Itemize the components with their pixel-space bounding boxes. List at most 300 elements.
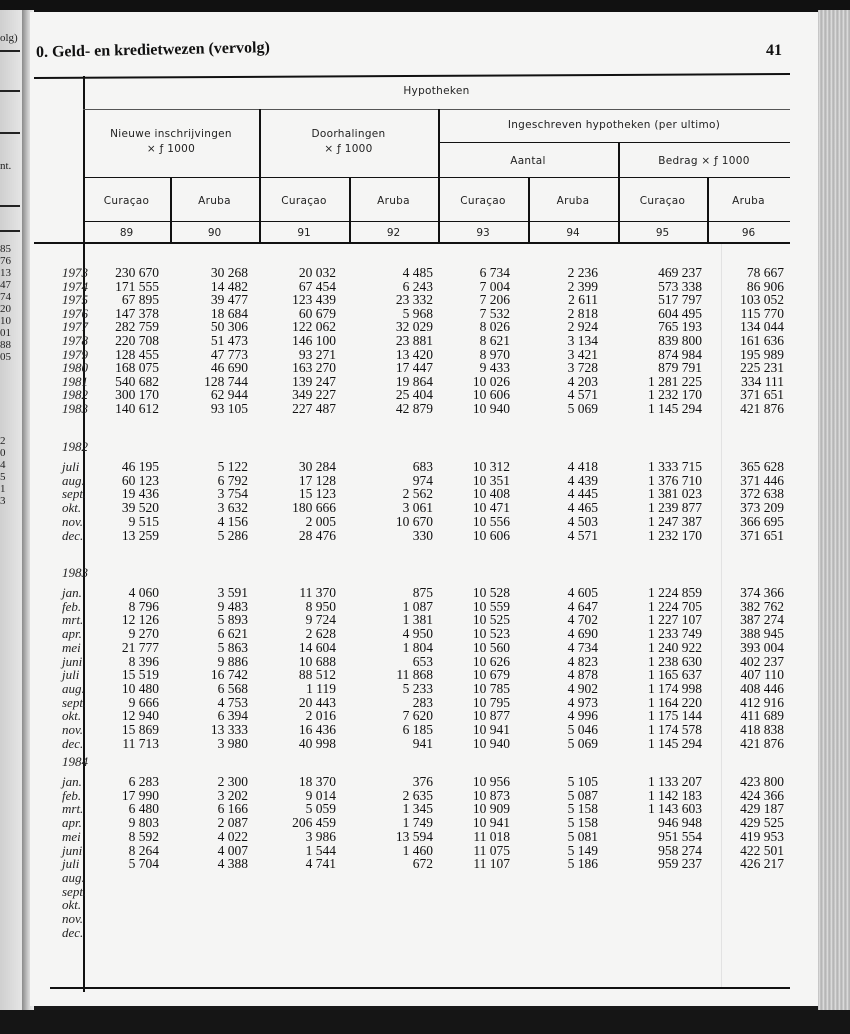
table-cell: 180 666: [292, 500, 336, 516]
table-row: [30, 898, 820, 911]
table-cell: 46 690: [210, 360, 248, 376]
table-cell: 393 004: [740, 639, 784, 655]
table-cell: 4 996: [567, 708, 598, 724]
group-header-hypotheken: Hypotheken: [403, 85, 470, 97]
book-page: [30, 12, 820, 1006]
table-cell: 25 404: [395, 387, 433, 403]
table-cell: 103 052: [740, 292, 784, 308]
table-cell: 946 948: [658, 815, 702, 831]
row-label: jan.: [62, 774, 82, 789]
previous-page-number: 3: [0, 495, 6, 507]
previous-page-rule: [0, 205, 20, 207]
row-label: mrt.: [62, 801, 84, 817]
table-cell: 1 143 603: [648, 801, 702, 817]
table-cell: 411 689: [740, 708, 784, 724]
row-label: aug.: [62, 869, 85, 885]
row-label: apr.: [62, 815, 82, 831]
table-cell: 6 621: [217, 626, 248, 642]
table-cell: 1 224 705: [648, 598, 702, 614]
table-cell: 12 126: [121, 612, 159, 628]
row-label: dec.: [62, 527, 84, 543]
row-label: okt.: [62, 708, 82, 724]
table-cell: 4 605: [567, 585, 598, 600]
row-label: juli: [62, 667, 80, 683]
table-cell: 60 679: [298, 305, 336, 321]
table-cell: 67 454: [298, 278, 336, 294]
table-cell: 7 532: [479, 305, 510, 321]
table-cell: 1 749: [402, 815, 433, 831]
table-cell: 13 594: [395, 828, 433, 844]
table-cell: 4 203: [567, 373, 598, 389]
table-cell: 4 734: [567, 639, 598, 655]
table-cell: 5 863: [217, 639, 248, 655]
table-row: [30, 307, 820, 320]
table-cell: 4 702: [567, 612, 598, 628]
table-cell: 10 873: [472, 787, 510, 803]
header-rule: [83, 221, 790, 222]
table-cell: 15 869: [121, 722, 159, 737]
table-cell: 8 796: [128, 598, 159, 614]
table-cell: 1 376 710: [648, 472, 702, 488]
table-cell: 365 628: [740, 459, 784, 474]
table-row: [30, 280, 820, 293]
table-cell: 421 876: [740, 735, 784, 751]
table-cell: 6 243: [402, 278, 433, 294]
table-cell: 30 268: [210, 265, 248, 280]
table-row: [30, 926, 820, 939]
table-row: [30, 348, 820, 361]
table-cell: 10 480: [121, 680, 159, 696]
table-cell: 11 713: [122, 735, 159, 751]
table-cell: 9 270: [128, 626, 159, 642]
table-cell: 5 893: [217, 612, 248, 628]
table-cell: 407 110: [740, 667, 784, 683]
table-cell: 1 238 630: [648, 653, 702, 669]
table-cell: 879 791: [658, 360, 702, 376]
previous-page-number: 76: [0, 255, 11, 267]
table-cell: 839 800: [658, 333, 702, 348]
table-cell: 540 682: [115, 373, 159, 389]
table-row: [30, 844, 820, 857]
table-cell: 9 724: [305, 612, 336, 628]
table-cell: 5 122: [217, 459, 248, 474]
table-cell: 2 628: [305, 626, 336, 642]
table-cell: 2 635: [402, 787, 433, 803]
row-label: nov.: [62, 513, 84, 529]
table-cell: 1 345: [402, 801, 433, 817]
table-cell: 3 061: [402, 500, 433, 516]
table-cell: 195 989: [740, 346, 784, 362]
table-cell: 1 381 023: [648, 486, 702, 502]
table-row: [30, 775, 820, 788]
table-cell: 10 026: [472, 373, 510, 389]
table-row: [30, 709, 820, 722]
table-cell: 366 695: [740, 513, 784, 529]
previous-page-number: 10: [0, 315, 11, 327]
table-cell: 5 149: [567, 842, 598, 858]
table-cell: 2 016: [305, 708, 336, 724]
table-cell: 46 195: [121, 459, 159, 474]
table-cell: 16 742: [210, 667, 248, 683]
previous-page-number: 5: [0, 471, 6, 483]
table-row: [30, 515, 820, 528]
table-cell: 958 274: [658, 842, 702, 858]
sub-column-header: Curaçao: [281, 195, 327, 207]
table-cell: 10 688: [298, 653, 336, 669]
table-cell: 5 081: [567, 828, 598, 844]
table-cell: 93 271: [298, 346, 336, 362]
table-row: [30, 293, 820, 306]
table-cell: 941: [412, 735, 433, 751]
table-cell: 429 525: [740, 815, 784, 831]
table-row: [30, 655, 820, 668]
row-label: sept.: [62, 694, 87, 710]
table-cell: 10 940: [472, 401, 510, 416]
previous-page-number: 85: [0, 243, 11, 255]
table-cell: 139 247: [292, 373, 336, 389]
row-label: mei: [62, 639, 81, 655]
table-cell: 371 651: [740, 387, 784, 403]
table-cell: 14 604: [298, 639, 336, 655]
section-year-label: 1982: [62, 439, 88, 454]
section-year-label: 1984: [62, 754, 88, 769]
table-row: [30, 487, 820, 500]
row-label: sept.: [62, 883, 87, 899]
table-cell: 10 941: [472, 722, 510, 737]
table-cell: 2 399: [567, 278, 598, 294]
table-cell: 30 284: [298, 459, 336, 474]
table-cell: 227 487: [292, 401, 336, 416]
table-cell: 10 408: [472, 486, 510, 502]
table-cell: 4 418: [567, 459, 598, 474]
table-cell: 4 973: [567, 694, 598, 710]
table-cell: 28 476: [298, 527, 336, 543]
previous-page-rule: [0, 230, 20, 232]
table-cell: 13 333: [210, 722, 248, 737]
row-label: 1979: [62, 346, 88, 362]
table-cell: 50 306: [210, 319, 248, 335]
page-number: 41: [766, 42, 782, 59]
table-cell: 19 436: [121, 486, 159, 502]
table-cell: 2 562: [402, 486, 433, 502]
row-label: okt.: [62, 897, 82, 913]
table-cell: 974: [412, 472, 433, 488]
table-cell: 418 838: [740, 722, 784, 737]
column-number: 95: [655, 227, 670, 239]
table-row: [30, 627, 820, 640]
table-cell: 10 606: [472, 387, 510, 403]
row-label: mei: [62, 828, 81, 844]
previous-page-number: 1: [0, 483, 6, 495]
table-cell: 1 174 998: [648, 680, 702, 696]
table-cell: 10 670: [395, 513, 433, 529]
table-cell: 51 473: [210, 333, 248, 348]
table-cell: 424 366: [740, 787, 784, 803]
table-cell: 20 032: [298, 265, 336, 280]
table-cell: 32 029: [395, 319, 433, 335]
table-cell: 115 770: [740, 305, 784, 321]
section-year-label: 1983: [62, 565, 88, 580]
table-cell: 161 636: [740, 333, 784, 348]
table-row: [30, 696, 820, 709]
table-cell: 3 986: [305, 828, 336, 844]
table-cell: 10 941: [472, 815, 510, 831]
table-cell: 171 555: [115, 278, 159, 294]
table-cell: 334 111: [741, 373, 784, 389]
table-row: [30, 402, 820, 415]
table-cell: 18 370: [298, 774, 336, 789]
header-aantal: Aantal: [510, 155, 546, 167]
table-cell: 9 886: [217, 653, 248, 669]
table-cell: 4 950: [402, 626, 433, 642]
row-label: sept.: [62, 486, 87, 502]
sub-column-header: Aruba: [377, 195, 410, 207]
table-cell: 23 332: [395, 292, 433, 308]
table-cell: 4 503: [567, 513, 598, 529]
table-cell: 5 968: [402, 305, 433, 321]
table-cell: 140 612: [115, 401, 159, 416]
table-cell: 10 785: [472, 680, 510, 696]
table-row: [30, 789, 820, 802]
table-cell: 959 237: [658, 856, 702, 872]
book-page-edges: [818, 10, 850, 1010]
sub-column-header: Curaçao: [639, 195, 686, 207]
table-cell: 4 741: [305, 856, 336, 872]
table-row: [30, 682, 820, 695]
table-cell: 4 465: [567, 500, 598, 516]
table-cell: 2 924: [567, 319, 598, 335]
table-cell: 1 227 107: [648, 612, 702, 628]
table-cell: 6 283: [128, 774, 159, 789]
column-number: 92: [386, 227, 401, 239]
table-cell: 11 868: [396, 667, 433, 683]
table-row: [30, 320, 820, 333]
page-title: 0. Geld- en kredietwezen (vervolg): [35, 39, 270, 61]
table-cell: 1 804: [402, 639, 433, 655]
table-cell: 469 237: [658, 265, 702, 280]
table-cell: 3 728: [567, 360, 598, 376]
table-cell: 653: [412, 653, 433, 669]
table-cell: 3 202: [217, 787, 248, 803]
table-cell: 23 881: [395, 333, 433, 348]
table-row: [30, 529, 820, 542]
table-row: [30, 474, 820, 487]
table-cell: 4 388: [217, 856, 248, 872]
row-label: juni: [62, 653, 83, 669]
table-cell: 874 984: [658, 346, 702, 362]
table-cell: 15 519: [121, 667, 159, 683]
table-cell: 39 520: [121, 500, 159, 516]
table-cell: 67 895: [121, 292, 159, 308]
table-cell: 62 944: [210, 387, 248, 403]
table-cell: 4 485: [402, 265, 433, 280]
row-label: aug.: [62, 472, 85, 488]
table-row: [30, 600, 820, 613]
column-number: 93: [476, 227, 490, 239]
table-cell: 10 679: [472, 667, 510, 683]
table-cell: 14 482: [210, 278, 248, 294]
table-cell: 128 744: [204, 373, 248, 389]
table-cell: 3 754: [217, 486, 248, 502]
table-row: [30, 266, 820, 279]
table-row: [30, 830, 820, 843]
table-cell: 21 777: [121, 639, 159, 655]
table-cell: 951 554: [658, 828, 702, 844]
table-cell: 10 795: [472, 694, 510, 710]
table-cell: 5 059: [305, 801, 336, 817]
previous-page-rule: [0, 50, 20, 52]
table-cell: 10 528: [472, 585, 510, 600]
row-label: jan.: [62, 585, 82, 600]
table-row: [30, 871, 820, 884]
table-cell: 10 559: [472, 598, 510, 614]
header-line: Doorhalingen: [311, 128, 386, 140]
table-cell: 5 069: [567, 401, 598, 416]
row-label: dec.: [62, 924, 84, 940]
header-line: Nieuwe inschrijvingen: [110, 128, 232, 140]
row-label: 1976: [62, 305, 88, 321]
table-cell: 20 443: [298, 694, 336, 710]
table-cell: 9 515: [128, 513, 159, 529]
row-label: juni: [62, 842, 83, 858]
table-cell: 6 568: [217, 680, 248, 696]
table-cell: 86 906: [746, 278, 784, 294]
table-cell: 19 864: [395, 373, 433, 389]
table-cell: 1 239 877: [648, 500, 702, 516]
row-label: okt.: [62, 500, 82, 516]
table-row: [30, 857, 820, 870]
table-cell: 1 145 294: [648, 735, 702, 751]
table-cell: 78 667: [746, 265, 784, 280]
table-row: [30, 737, 820, 750]
table-row: [30, 641, 820, 654]
previous-page-number: 2: [0, 435, 6, 447]
table-cell: 371 446: [740, 472, 784, 488]
table-cell: 128 455: [115, 346, 159, 362]
table-row: [30, 375, 820, 388]
table-cell: 10 956: [472, 774, 510, 789]
table-bottom-rule: [50, 987, 790, 989]
table-cell: 1 164 220: [648, 694, 702, 710]
table-cell: 11 018: [473, 828, 510, 844]
table-cell: 10 626: [472, 653, 510, 669]
table-cell: 1 333 715: [648, 459, 702, 474]
table-cell: 5 105: [567, 774, 598, 789]
table-cell: 6 734: [479, 265, 510, 280]
table-row: [30, 501, 820, 514]
row-label: juli: [62, 459, 80, 474]
table-cell: 5 704: [128, 856, 159, 872]
table-cell: 429 187: [740, 801, 784, 817]
table-cell: 5 158: [567, 801, 598, 817]
header-line: × ƒ 1000: [146, 143, 196, 155]
table-cell: 2 087: [217, 815, 248, 831]
table-cell: 6 185: [402, 722, 433, 737]
table-cell: 1 544: [305, 842, 336, 858]
table-cell: 3 632: [217, 500, 248, 516]
table-cell: 1 247 387: [648, 513, 702, 529]
header-rule: [83, 109, 790, 110]
table-cell: 1 381: [402, 612, 433, 628]
table-cell: 4 753: [217, 694, 248, 710]
table-cell: 225 231: [740, 360, 784, 376]
row-label: 1973: [62, 265, 88, 280]
row-label: feb.: [62, 598, 82, 614]
table-cell: 7 206: [479, 292, 510, 308]
table-cell: 1 232 170: [648, 527, 702, 543]
table-cell: 40 998: [298, 735, 336, 751]
sub-column-header: Aruba: [198, 195, 231, 207]
row-label: 1974: [62, 278, 88, 294]
table-cell: 372 638: [740, 486, 784, 502]
column-number: 90: [207, 227, 222, 239]
column-number: 91: [297, 227, 311, 239]
table-cell: 4 690: [567, 626, 598, 642]
previous-page-rule: [0, 90, 20, 92]
table-cell: 4 060: [128, 585, 159, 600]
table-cell: 6 480: [128, 801, 159, 817]
table-cell: 402 237: [740, 653, 784, 669]
sub-column-header: Curaçao: [103, 195, 150, 207]
table-cell: 12 940: [121, 708, 159, 724]
table-cell: 230 670: [115, 265, 159, 280]
table-cell: 4 647: [567, 598, 598, 614]
table-cell: 9 666: [128, 694, 159, 710]
table-cell: 2 005: [305, 513, 336, 529]
row-label: 1980: [62, 360, 88, 376]
table-cell: 10 471: [472, 500, 510, 516]
table-cell: 422 501: [740, 842, 784, 858]
table-cell: 1 460: [402, 842, 433, 858]
table-cell: 10 560: [472, 639, 510, 655]
row-label: mrt.: [62, 612, 84, 628]
table-cell: 1 232 170: [648, 387, 702, 403]
table-row: [30, 802, 820, 815]
table-cell: 3 591: [217, 585, 248, 600]
header-rule: [83, 177, 790, 178]
table-cell: 6 394: [217, 708, 248, 724]
table-cell: 5 158: [567, 815, 598, 831]
table-row: [30, 668, 820, 681]
sub-column-header: Curaçao: [460, 195, 506, 207]
table-cell: 349 227: [292, 387, 336, 403]
table-cell: 5 069: [567, 735, 598, 751]
table-cell: 765 193: [658, 319, 702, 335]
table-cell: 412 916: [740, 694, 784, 710]
table-cell: 2 611: [568, 292, 598, 308]
table-row: [30, 361, 820, 374]
table-cell: 47 773: [210, 346, 248, 362]
table-cell: 11 370: [299, 585, 336, 600]
table-cell: 8 950: [305, 598, 336, 614]
table-cell: 4 878: [567, 667, 598, 683]
table-cell: 282 759: [115, 319, 159, 335]
table-cell: 1 174 578: [648, 722, 702, 737]
table-cell: 93 105: [210, 401, 248, 416]
header-rule-bottom: [34, 242, 790, 244]
table-cell: 1 133 207: [648, 774, 702, 789]
table-cell: 5 046: [567, 722, 598, 737]
header-nieuwe-inschrijvingen: [83, 127, 259, 157]
previous-page-number: 05: [0, 351, 11, 363]
sub-column-header: Aruba: [556, 195, 590, 207]
table-cell: 88 512: [298, 667, 336, 683]
table-cell: 382 762: [740, 598, 784, 614]
table-cell: 421 876: [740, 401, 784, 416]
table-cell: 4 571: [567, 387, 598, 403]
table-cell: 163 270: [292, 360, 336, 376]
table-cell: 408 446: [740, 680, 784, 696]
